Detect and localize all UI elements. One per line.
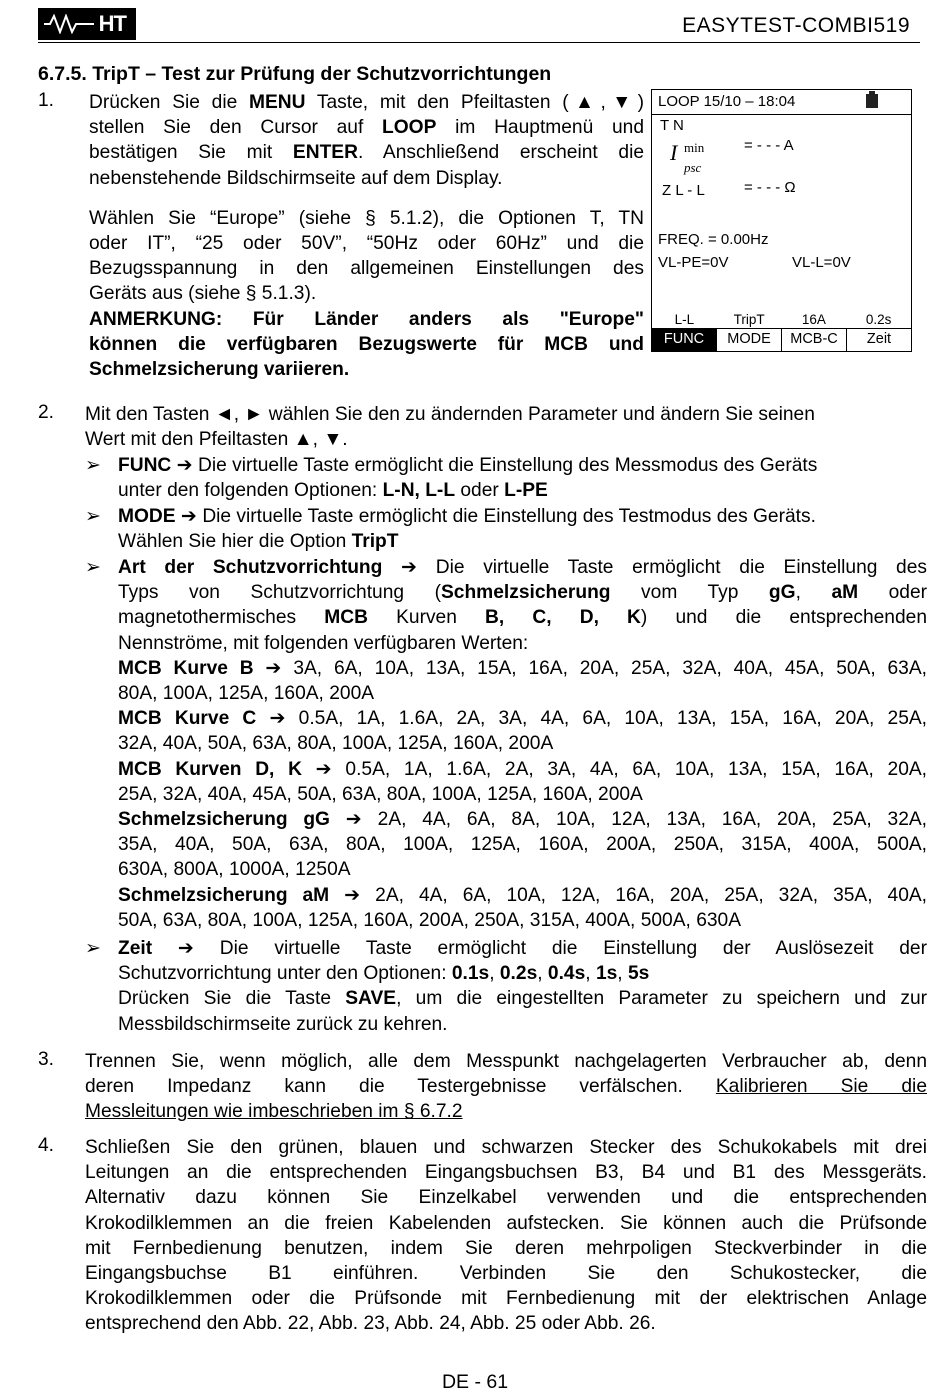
step-1-text: Drücken Sie die MENU Taste, mit den Pfeiltasten (▲,▼) stellen Sie den Cursor auf LOOP im Hauptmenü und bestätigen Sie mit ENTER. Anschließend erscheint die nebenstehende Bildschirmseite auf dem Display. Wählen Sie “Europe” (siehe § 5.1.2), die Optionen T, TN oder IT”, “25 oder 50V”, “50Hz oder 60Hz” und die Bezugsspannung in den allgemeinen Einstellungen des Geräts aus (siehe § 5.1.3). ANMERKUNG: Für Länder anders als "Europe" können die verfügbaren Bezugswerte für MCB und Schmelzsicherung variieren. <box>89 92 645 381</box>
step-2-text: Mit den Tasten ◄, ► wählen Sie den zu ändernden Parameter und ändern Sie seinen Wert mit den Pfeiltasten ▲, ▼. <box>85 404 815 451</box>
display-status-bar <box>652 90 911 115</box>
param-mode-value: TripT <box>733 312 765 327</box>
ht-logo-wave-icon <box>44 14 94 34</box>
step-2-number: 2. <box>38 402 55 423</box>
display-param-values <box>652 312 911 327</box>
device-display: LOOP 15/10 – 18:04 T N I min psc = - - - A Z L - L = - - - Ω FREQ. = 0.00Hz VL-PE=0V VL-L=0V L-L TripT 16A 0.2s FUNC MODE MCB-C Zeit <box>651 89 912 352</box>
model-name: EASYTEST-COMBI519 <box>682 14 910 37</box>
display-softkeys <box>652 328 911 351</box>
bullet-icon: ➢ <box>85 506 102 527</box>
softkey-mode[interactable]: MODE <box>717 329 782 351</box>
bullet-icon: ➢ <box>85 455 102 476</box>
param-device-value: 16A <box>801 312 826 327</box>
step-4-number: 4. <box>38 1135 55 1156</box>
battery-icon <box>866 94 878 108</box>
step-4-text: Schließen Sie den grünen, blauen und schwarzen Stecker des Schukokabels mit drei Leitungen an die entsprechenden Eingangsbuchsen B3, B4 und B1 des Messgeräts. Alternativ dazu können Sie Einzelkabel verwenden und die entsprechenden Krokodilklemmen an die freien Kabelenden aufstecken. Sie können auch die Prüfsonde mit Fernbedienung benutzen, indem Sie deren mehrpoligen Steckverbinder in die Eingangsbuchse B1 einführen. Verbinden Sie den Schukostecker, die Krokodilklemmen oder die Prüfsonde mit Fernbedienung mit der elektrischen Anlage entsprechend den Abb. 22, Abb. 23, Abb. 24, Abb. 25 oder Abb. 26. <box>85 1137 927 1335</box>
calibration-link-cont[interactable]: Messleitungen wie imbeschrieben im § 6.7.2 <box>85 1101 463 1123</box>
bullet-device-type: ➢ Art der Schutzvorrichtung ➔ Die virtuelle Taste ermöglicht die Einstellung des Typs von Schutzvorrichtung (Schmelzsicherung vom Typ gG, aM oder magnetothermisches MCB Kurven B, C, D, K) und die entsprechenden Nennströme, mit folgenden verfügbaren Werten: MCB Kurve B ➔ 3A, 6A, 10A, 13A, 15A, 16A, 20A, 25A, 32A, 40A, 45A, 50A, 63A, 80A, 100A, 125A, 160A, 200A MCB Kurve C ➔ 0.5A, 1A, 1.6A, 2A, 3A, 4A, 6A, 10A, 13A, 15A, 16A, 20A, 25A, 32A, 40A, 50A, 63A, 80A, 100A, 125A, 160A, 200A MCB Kurven D, K ➔ 0.5A, 1A, 1.6A, 2A, 3A, 4A, 6A, 10A, 13A, 15A, 16A, 20A, 25A, 32A, 40A, 45A, 50A, 63A, 80A, 100A, 125A, 160A, 200A Schmelzsicherung gG ➔ 2A, 4A, 6A, 8A, 10A, 12A, 13A, 16A, 20A, 25A, 32A, 35A, 40A, 50A, 63A, 80A, 100A, 125A, 160A, 200A, 250A, 315A, 400A, 500A, 630A, 800A, 1000A, 1250A Schmelzsicherung aM ➔ 2A, 4A, 6A, 10A, 12A, 16A, 20A, 25A, 32A, 35A, 40A, 50A, 63A, 80A, 100A, 125A, 160A, 200A, 250A, 315A, 400A, 500A, 630A <box>85 557 928 931</box>
arrow-icon: ➔ <box>176 455 193 476</box>
step-3-text: Trennen Sie, wenn möglich, alle dem Messpunkt nachgelagerten Verbraucher ab, denn deren Impedanz kann die Testergebnisse verfälschen. Kalibrieren Sie die Messleitungen wie imbeschrieben im § 6.7.2 <box>85 1051 927 1123</box>
display-zll-label: Z L - L <box>662 182 705 199</box>
softkey-mcb[interactable]: MCB-C <box>782 329 847 351</box>
header-rule <box>38 42 920 43</box>
section-heading: 6.7.5. TripT – Test zur Prüfung der Schutzvorrichtungen <box>38 63 552 85</box>
display-freq: FREQ. = 0.00Hz <box>658 231 769 248</box>
arrow-icon: ➔ <box>401 557 418 578</box>
param-func-value: L-L <box>674 312 695 327</box>
arrow-icon: ➔ <box>177 938 194 959</box>
display-ipsc-value: = - - - A <box>744 137 794 154</box>
param-time-value: 0.2s <box>865 312 892 327</box>
page-number: DE - 61 <box>441 1371 509 1393</box>
display-title: LOOP 15/10 – 18:04 <box>658 93 796 110</box>
softkey-func[interactable]: FUNC <box>652 329 717 351</box>
display-ipsc-label: I <box>670 140 678 165</box>
bullet-icon: ➢ <box>85 557 102 578</box>
bullet-icon: ➢ <box>85 938 102 959</box>
display-vll: VL-L=0V <box>792 254 851 271</box>
calibration-link[interactable]: Kalibrieren Sie die <box>715 1076 927 1098</box>
step-3-number: 3. <box>38 1049 55 1070</box>
brand-name: HT <box>98 11 126 36</box>
note: ANMERKUNG: Für Länder anders als "Europe" <box>89 308 644 330</box>
display-vlpe: VL-PE=0V <box>658 254 729 271</box>
arrow-icon: ➔ <box>180 506 197 527</box>
bullet-zeit: ➢ Zeit ➔ Die virtuelle Taste ermöglicht die Einstellung der Auslösezeit der Schutzvorrichtung unter den Optionen: 0.1s, 0.2s, 0.4s, 1s, 5s Drücken Sie die Taste SAVE, um die eingestellten Parameter zu speichern und zur Messbildschirmseite zurück zu kehren. <box>85 938 928 1035</box>
bullet-mode: ➢ MODE ➔ Die virtuelle Taste ermöglicht die Einstellung des Testmodus des Geräts. Wählen Sie hier die Option TripT <box>85 506 816 553</box>
step-1-number: 1. <box>38 90 55 111</box>
ht-logo <box>38 8 136 40</box>
display-system: T N <box>660 117 684 134</box>
softkey-zeit[interactable]: Zeit <box>866 331 892 347</box>
bullet-func: ➢ FUNC ➔ Die virtuelle Taste ermöglicht die Einstellung des Messmodus des Geräts unter den folgenden Optionen: L-N, L-L oder L-PE <box>85 455 818 502</box>
display-zll-value: = - - - Ω <box>744 179 796 196</box>
